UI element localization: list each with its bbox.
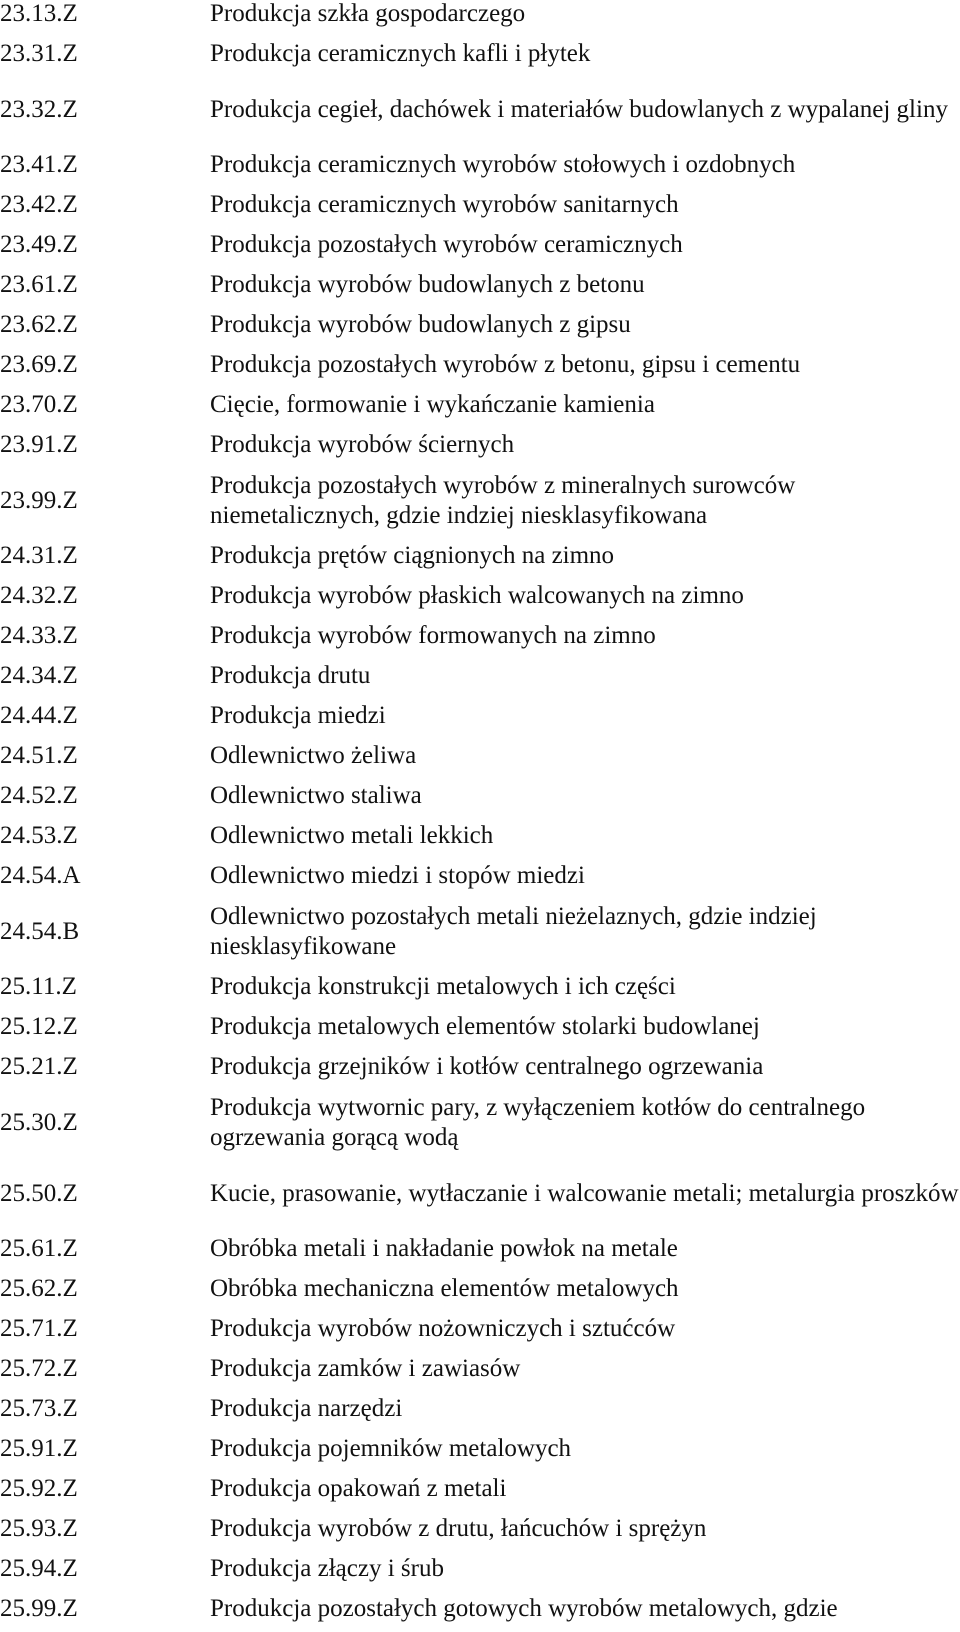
pkd-description: Obróbka mechaniczna elementów metalowych	[210, 1275, 679, 1302]
table-row	[0, 425, 960, 465]
pkd-code: 24.53.Z	[0, 822, 78, 849]
pkd-code: 25.50.Z	[0, 1179, 78, 1207]
table-row	[0, 465, 960, 536]
pkd-code: 25.93.Z	[0, 1515, 78, 1542]
pkd-code: 25.21.Z	[0, 1053, 78, 1080]
table-row	[0, 265, 960, 305]
pkd-code: 23.13.Z	[0, 0, 78, 27]
table-row	[0, 776, 960, 816]
table-row	[0, 145, 960, 185]
pkd-description: Produkcja złączy i śrub	[210, 1555, 444, 1582]
table-row	[0, 967, 960, 1007]
pkd-description: Produkcja wyrobów nożowniczych i sztućców	[210, 1315, 676, 1342]
pkd-description: Obróbka metali i nakładanie powłok na metale	[210, 1235, 678, 1262]
pkd-code: 25.92.Z	[0, 1475, 78, 1502]
pkd-description: Produkcja wyrobów płaskich walcowanych na zimno	[210, 582, 744, 609]
pkd-code: 24.33.Z	[0, 622, 78, 649]
table-row	[0, 225, 960, 265]
table-row	[0, 1469, 960, 1509]
pkd-description: Produkcja zamków i zawiasów	[210, 1355, 521, 1382]
table-row	[0, 1349, 960, 1389]
pkd-code: 23.62.Z	[0, 311, 78, 338]
table-row	[0, 1429, 960, 1469]
table-row	[0, 1158, 960, 1229]
table-row	[0, 1269, 960, 1309]
pkd-description: Produkcja pozostałych wyrobów ceramicznych	[210, 231, 683, 258]
table-row	[0, 1047, 960, 1087]
table-row	[0, 536, 960, 576]
pkd-description: Produkcja wytwornic pary, z wyłączeniem kotłów do centralnego ogrzewania gorącą wodą	[210, 1093, 866, 1151]
pkd-description: Produkcja wyrobów formowanych na zimno	[210, 622, 656, 649]
table-row	[0, 74, 960, 145]
table-row	[0, 816, 960, 856]
pkd-code: 23.69.Z	[0, 351, 78, 378]
pkd-description: Cięcie, formowanie i wykańczanie kamienia	[210, 391, 655, 418]
table-row	[0, 0, 960, 34]
table-row	[0, 736, 960, 776]
pkd-code: 25.94.Z	[0, 1555, 78, 1582]
pkd-code: 24.44.Z	[0, 702, 78, 729]
pkd-code: 23.99.Z	[0, 486, 78, 514]
pkd-description: Produkcja miedzi	[210, 702, 386, 729]
pkd-description: Produkcja wyrobów z drutu, łańcuchów i sprężyn	[210, 1515, 707, 1542]
table-row	[0, 656, 960, 696]
pkd-code: 24.31.Z	[0, 542, 78, 569]
pkd-description: Produkcja pozostałych wyrobów z betonu, gipsu i cementu	[210, 351, 801, 378]
pkd-description: Produkcja konstrukcji metalowych i ich części	[210, 973, 676, 1000]
table-row	[0, 1087, 960, 1158]
pkd-description: Produkcja pozostałych wyrobów z mineralnych surowców niemetalicznych, gdzie indziej niesklasyfikowana	[210, 471, 796, 529]
table-row	[0, 1229, 960, 1269]
pkd-description: Produkcja drutu	[210, 662, 371, 689]
pkd-description: Produkcja pojemników metalowych	[210, 1435, 572, 1462]
pkd-code: 25.91.Z	[0, 1435, 78, 1462]
table-row	[0, 1589, 960, 1629]
pkd-description: Produkcja ceramicznych wyrobów stołowych i ozdobnych	[210, 151, 796, 178]
pkd-code: 25.11.Z	[0, 973, 77, 1000]
pkd-description: Produkcja wyrobów budowlanych z betonu	[210, 271, 645, 298]
pkd-code: 23.70.Z	[0, 391, 78, 418]
pkd-description: Produkcja szkła gospodarczego	[210, 0, 526, 27]
table-row	[0, 1309, 960, 1349]
table-row	[0, 34, 960, 74]
pkd-code: 24.32.Z	[0, 582, 78, 609]
pkd-description: Produkcja prętów ciągnionych na zimno	[210, 542, 615, 569]
pkd-code: 25.30.Z	[0, 1108, 78, 1136]
pkd-code: 23.32.Z	[0, 95, 78, 123]
pkd-code: 23.42.Z	[0, 191, 78, 218]
pkd-description: Produkcja pozostałych gotowych wyrobów metalowych, gdzie	[210, 1595, 838, 1622]
pkd-description: Produkcja narzędzi	[210, 1395, 403, 1422]
pkd-description: Produkcja ceramicznych wyrobów sanitarnych	[210, 191, 679, 218]
table-row	[0, 305, 960, 345]
pkd-description: Produkcja cegieł, dachówek i materiałów budowlanych z wypalanej gliny	[210, 95, 948, 123]
pkd-code: 23.41.Z	[0, 151, 78, 178]
pkd-description: Produkcja opakowań z metali	[210, 1475, 507, 1502]
pkd-description: Produkcja wyrobów ściernych	[210, 431, 515, 458]
pkd-code: 23.91.Z	[0, 431, 78, 458]
table-row	[0, 385, 960, 425]
table-row	[0, 856, 960, 896]
pkd-description: Produkcja ceramicznych kafli i płytek	[210, 40, 591, 67]
table-row	[0, 896, 960, 967]
pkd-code: 24.51.Z	[0, 742, 78, 769]
pkd-code: 23.31.Z	[0, 40, 78, 67]
pkd-description: Odlewnictwo żeliwa	[210, 742, 417, 769]
table-row	[0, 1509, 960, 1549]
pkd-code: 25.61.Z	[0, 1235, 78, 1262]
pkd-description: Produkcja metalowych elementów stolarki budowlanej	[210, 1013, 760, 1040]
pkd-code: 25.12.Z	[0, 1013, 78, 1040]
table-row	[0, 1549, 960, 1589]
pkd-code: 24.54.B	[0, 917, 80, 945]
table-row	[0, 696, 960, 736]
pkd-code: 25.72.Z	[0, 1355, 78, 1382]
pkd-code: 25.99.Z	[0, 1595, 78, 1622]
pkd-description: Odlewnictwo staliwa	[210, 782, 422, 809]
pkd-code: 24.34.Z	[0, 662, 78, 689]
table-row	[0, 1007, 960, 1047]
pkd-description: Produkcja wyrobów budowlanych z gipsu	[210, 311, 631, 338]
pkd-code: 23.49.Z	[0, 231, 78, 258]
table-row	[0, 576, 960, 616]
pkd-description: Odlewnictwo pozostałych metali nieżelaznych, gdzie indziej niesklasyfikowane	[210, 902, 817, 960]
pkd-code: 25.73.Z	[0, 1395, 78, 1422]
pkd-code: 25.71.Z	[0, 1315, 78, 1342]
pkd-code: 24.52.Z	[0, 782, 78, 809]
pkd-code: 25.62.Z	[0, 1275, 78, 1302]
pkd-code: 24.54.A	[0, 862, 81, 889]
table-row	[0, 1389, 960, 1429]
pkd-description: Kucie, prasowanie, wytłaczanie i walcowanie metali; metalurgia proszków	[210, 1179, 959, 1207]
table-row	[0, 616, 960, 656]
pkd-description: Produkcja grzejników i kotłów centralnego ogrzewania	[210, 1053, 764, 1080]
pkd-code: 23.61.Z	[0, 271, 78, 298]
table-row	[0, 185, 960, 225]
table-row	[0, 345, 960, 385]
pkd-description: Odlewnictwo metali lekkich	[210, 822, 494, 849]
pkd-description: Odlewnictwo miedzi i stopów miedzi	[210, 862, 585, 889]
